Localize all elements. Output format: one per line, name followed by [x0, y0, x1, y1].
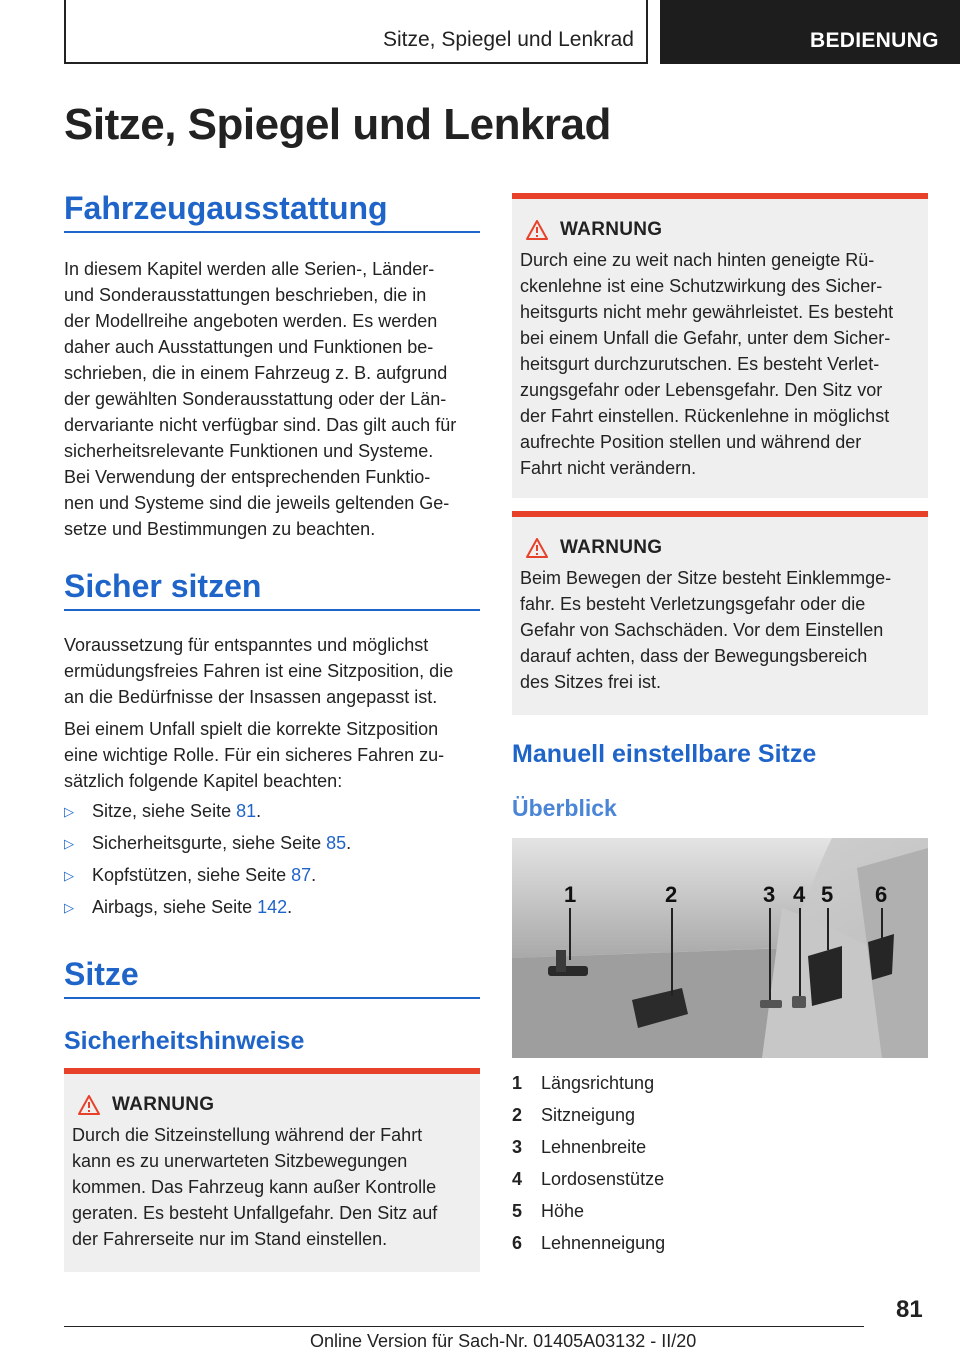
figure-callout: 3	[763, 882, 776, 907]
legend-item: 4 Lordosenstütze	[512, 1169, 665, 1189]
paragraph-fahrzeugausstattung: In diesem Kapitel werden alle Serien-, Länder- und Sonderausstattungen beschrieben, die in der Modellreihe angeboten werden. Es werden daher auch Ausstattungen und Funktionen be- schrieben, die in einem Fahrzeug z. B. aufgrund der gewählten Sonderausstattung oder der Län- dervariante nicht verfügbar sind. Das gilt auch für sicherheitsrelevante Funktionen und Systeme. Bei Verwendung der entsprechenden Funktio- nen und Systeme sind die jeweils geltenden Ge- setze und Bestimmungen zu beachten.	[64, 259, 457, 539]
warning-label: WARNUNG	[112, 1094, 215, 1115]
warning-text: Durch die Sitzeinstellung während der Fahrt kann es zu unerwarteten Sitzbewegungen kommen. Das Fahrzeug kann außer Kontrolle geraten. Es besteht Unfallgefahr. Den Sitz auf der Fahrerseite nur im Stand einstellen.	[72, 1125, 438, 1249]
warning-triangle-icon	[526, 220, 548, 240]
page-link[interactable]: 81	[236, 801, 257, 821]
heading-sicherheitshinweise: Sicherheitshinweise	[64, 1027, 305, 1055]
heading-sicher-sitzen: Sicher sitzen	[64, 568, 480, 611]
paragraph-sicher-sitzen-2: Bei einem Unfall spielt die korrekte Sitzposition eine wichtige Rolle. Für ein sicheres Fahren zu- sätzlich folgende Kapitel beachten:	[64, 719, 445, 791]
seat-controls-photo	[512, 838, 928, 1058]
header-chapter-title: Sitze, Spiegel und Lenkrad	[382, 28, 634, 51]
warning-label: WARNUNG	[560, 219, 663, 240]
list-item: ▷ Sitze, siehe Seite 81.	[64, 798, 261, 825]
figure-callout: 5	[821, 882, 834, 907]
heading-ueberblick: Überblick	[512, 795, 617, 821]
warning-triangle-icon	[526, 538, 548, 558]
page-link[interactable]: 85	[326, 833, 347, 853]
triangle-bullet-icon: ▷	[64, 804, 74, 819]
heading-manuell-einstellbare-sitze: Manuell einstellbare Sitze	[512, 740, 817, 768]
page-number: 81	[896, 1296, 923, 1323]
warning-box-einklemmgefahr	[512, 511, 928, 715]
legend-item: 2 Sitzneigung	[512, 1105, 636, 1125]
legend-item: 5 Höhe	[512, 1201, 585, 1221]
warning-box-rueckenlehne	[512, 193, 928, 498]
figure-callout: 2	[665, 882, 678, 907]
list-item: ▷ Kopfstützen, siehe Seite 87.	[64, 862, 316, 889]
triangle-bullet-icon: ▷	[64, 836, 74, 851]
seat-illustration	[512, 838, 928, 1058]
legend-item: 3 Lehnenbreite	[512, 1137, 647, 1157]
figure-callout: 1	[564, 882, 577, 907]
legend-item: 6 Lehnenneigung	[512, 1233, 666, 1253]
list-item: ▷ Airbags, siehe Seite 142.	[64, 894, 292, 921]
figure-callout: 4	[793, 882, 806, 907]
warning-text: Durch eine zu weit nach hinten geneigte Rü- ckenlehne ist eine Schutzwirkung des Sicher- heitsgurts nicht mehr gewährleistet. Es besteht bei einem Unfall die Gefahr, unter dem Sicher- heitsgurt durchzurutschen. Es besteht Verlet- zungsgefahr oder Lebensgefahr. Den Sitz vor der Fahrt einstellen. Rückenlehne in möglichst aufrechte Position stellen und während der Fahrt nicht verändern.	[520, 250, 894, 478]
paragraph-sicher-sitzen-1: Voraussetzung für entspanntes und möglichst ermüdungsfreies Fahren ist eine Sitzposition, die an die Bedürfnisse der Insassen angepasst ist.	[64, 635, 454, 707]
list-item: ▷ Sicherheitsgurte, siehe Seite 85.	[64, 830, 351, 857]
page-link[interactable]: 142	[257, 897, 288, 917]
legend-item: 1 Längsrichtung	[512, 1073, 655, 1093]
heading-fahrzeugausstattung: Fahrzeugausstattung	[64, 190, 480, 233]
warning-triangle-icon	[78, 1095, 100, 1115]
warning-box-sitzeinstellung	[64, 1068, 480, 1272]
heading-sitze: Sitze	[64, 956, 480, 999]
header-section-tab	[660, 0, 960, 64]
page-link[interactable]: 87	[291, 865, 312, 885]
warning-label: WARNUNG	[560, 537, 663, 558]
figure-callout: 6	[875, 882, 888, 907]
triangle-bullet-icon: ▷	[64, 868, 74, 883]
triangle-bullet-icon: ▷	[64, 900, 74, 915]
header-section-label: BEDIENUNG	[810, 29, 939, 52]
page-title: Sitze, Spiegel und Lenkrad	[64, 100, 611, 149]
warning-text: Beim Bewegen der Sitze besteht Einklemmge- fahr. Es besteht Verletzungsgefahr oder die Gefahr von Sachschäden. Vor dem Einstellen darauf achten, dass der Bewegungsbereich des Sitzes frei ist.	[520, 568, 892, 692]
footer-divider	[64, 1326, 864, 1327]
header-chapter-tab	[64, 0, 648, 64]
footer-text: Online Version für Sach-Nr. 01405A03132 - II/20	[310, 1331, 697, 1351]
